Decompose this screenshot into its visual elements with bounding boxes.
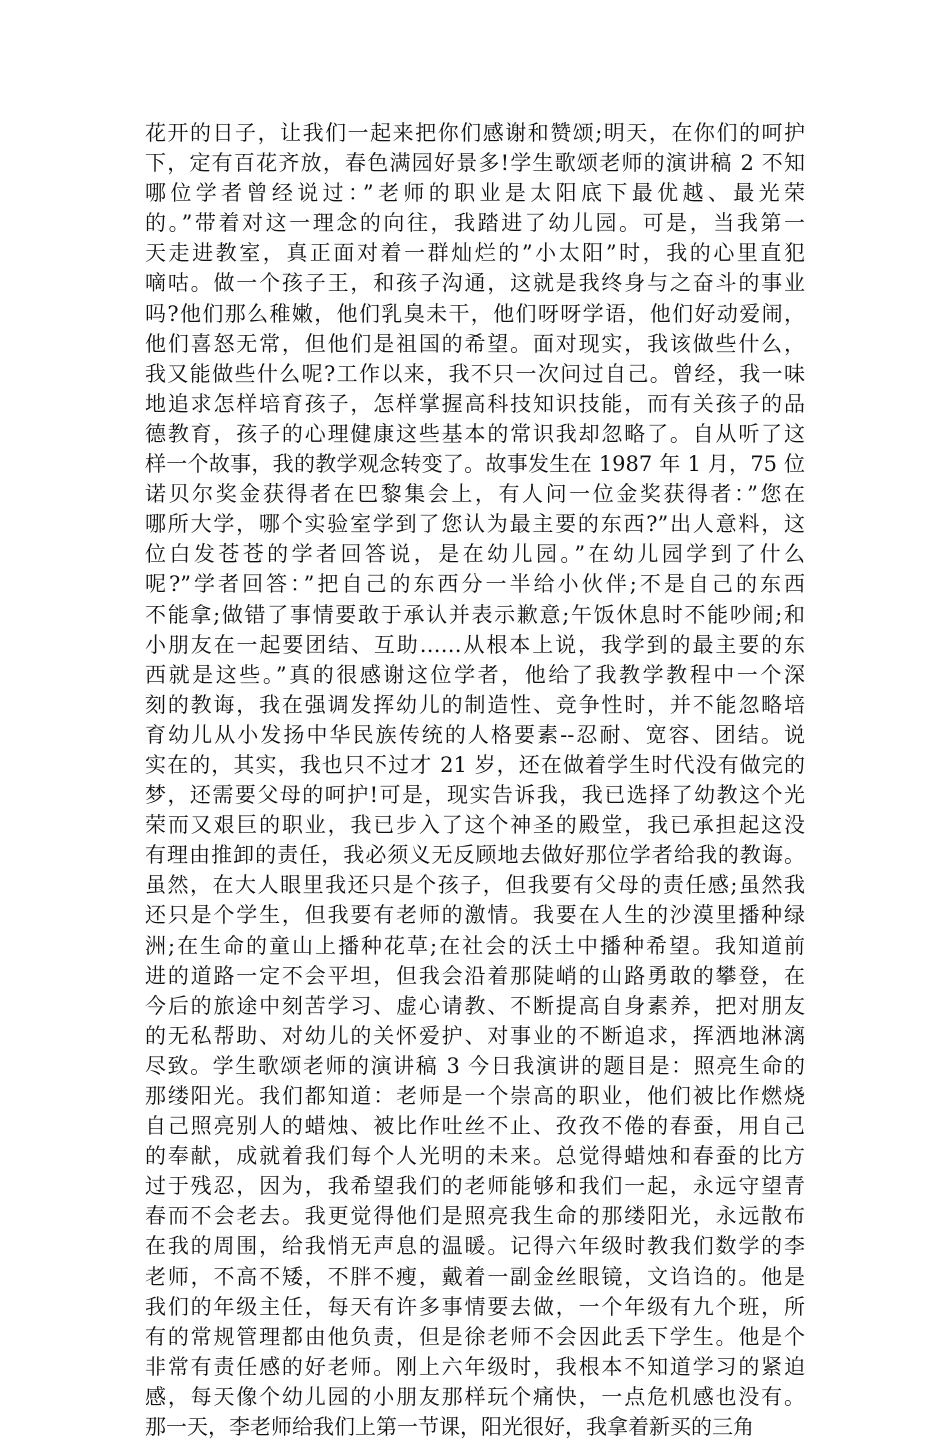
text-line: 尽致。学生歌颂老师的演讲稿 3 今日我演讲的题目是：照亮生命的 xyxy=(145,1053,805,1078)
text-line: 德教育，孩子的心理健康这些基本的常识我却忽略了。自从听了这 xyxy=(145,421,805,446)
text-line: 刻的教诲，我在强调发挥幼儿的制造性、竞争性时，并不能忽略培 xyxy=(145,692,805,717)
text-line: 有的常规管理都由他负责，但是徐老师不会因此丢下学生。他是个 xyxy=(145,1324,805,1349)
text-line: 他们喜怒无常，但他们是祖国的希望。面对现实，我该做些什么， xyxy=(145,331,805,356)
text-line: 实在的，其实，我也只不过才 21 岁，还在做着学生时代没有做完的 xyxy=(145,752,805,777)
text-line: 在我的周围，给我悄无声息的温暖。记得六年级时教我们数学的李 xyxy=(145,1234,805,1259)
text-line: 吗?他们那么稚嫩，他们乳臭未干，他们呀呀学语，他们好动爱闹， xyxy=(145,301,805,326)
text-line: 地追求怎样培育孩子，怎样掌握高科技知识技能，而有关孩子的品 xyxy=(145,391,805,416)
text-line: 虽然，在大人眼里我还只是个孩子，但我要有父母的责任感;虽然我 xyxy=(145,873,805,898)
text-line: 洲;在生命的童山上播种花草;在社会的沃土中播种希望。我知道前 xyxy=(145,933,805,958)
text-line: 老师，不高不矮，不胖不瘦，戴着一副金丝眼镜，文诌诌的。他是 xyxy=(145,1264,805,1289)
text-line: 还只是个学生，但我要有老师的激情。我要在人生的沙漠里播种绿 xyxy=(145,903,805,928)
text-line: 感，每天像个幼儿园的小朋友那样玩个痛快，一点危机感也没有。 xyxy=(145,1384,805,1409)
text-line: 我们的年级主任，每天有许多事情要去做，一个年级有九个班，所 xyxy=(145,1294,805,1319)
text-line: 哪位学者曾经说过：”老师的职业是太阳底下最优越、最光荣 xyxy=(145,181,805,206)
text-line: 过于残忍，因为，我希望我们的老师能够和我们一起，永远守望青 xyxy=(145,1174,805,1199)
text-line: 进的道路一定不会平坦，但我会沿着那陡峭的山路勇敢的攀登，在 xyxy=(145,963,805,988)
text-line: 梦，还需要父母的呵护!可是，现实告诉我，我已选择了幼教这个光 xyxy=(145,783,805,808)
text-line: 的无私帮助、对幼儿的关怀爱护、对事业的不断追求，挥洒地淋漓 xyxy=(145,1023,805,1048)
text-line: 下，定有百花齐放，春色满园好景多!学生歌颂老师的演讲稿 2 不知 xyxy=(145,151,805,176)
text-line: 西就是这些。”真的很感谢这位学者，他给了我教学教程中一个深 xyxy=(145,662,805,687)
body-text xyxy=(145,118,805,1442)
text-line: 花开的日子，让我们一起来把你们感谢和赞颂;明天，在你们的呵护 xyxy=(145,121,805,145)
text-line: 那一天，李老师给我们上第一节课，阳光很好，我拿着新买的三角 xyxy=(145,1415,754,1440)
text-line: 嘀咕。做一个孩子王，和孩子沟通，这就是我终身与之奋斗的事业 xyxy=(145,271,805,296)
text-line: 今后的旅途中刻苦学习、虚心请教、不断提高自身素养，把对朋友 xyxy=(145,993,805,1018)
text-line: 小朋友在一起要团结、互助……从根本上说，我学到的最主要的东 xyxy=(145,632,805,657)
text-line: 天走进教室，真正面对着一群灿烂的”小太阳”时，我的心里直犯 xyxy=(145,241,805,266)
text-line: 春而不会老去。我更觉得他们是照亮我生命的那缕阳光，永远散布 xyxy=(145,1204,805,1229)
text-line: 的奉献，成就着我们每个人光明的未来。总觉得蜡烛和春蚕的比方 xyxy=(145,1144,805,1169)
text-line: 呢?”学者回答：”把自己的东西分一半给小伙伴;不是自己的东西 xyxy=(145,572,805,597)
text-line: 样一个故事，我的教学观念转变了。故事发生在 1987 年 1 月，75 位 xyxy=(145,452,805,477)
text-line: 那缕阳光。我们都知道：老师是一个崇高的职业，他们被比作燃烧 xyxy=(145,1084,805,1108)
text-line: 我又能做些什么呢?工作以来，我不只一次问过自己。曾经，我一味 xyxy=(145,361,805,386)
text-line: 诺贝尔奖金获得者在巴黎集会上，有人问一位金奖获得者：”您在 xyxy=(145,482,805,507)
text-line: 哪所大学，哪个实验室学到了您认为最主要的东西?”出人意料，这 xyxy=(145,512,805,537)
text-line: 育幼儿从小发扬中华民族传统的人格要素--忍耐、宽容、团结。说 xyxy=(145,722,805,747)
text-line: 位白发苍苍的学者回答说，是在幼儿园。”在幼儿园学到了什么 xyxy=(145,542,805,567)
text-line: 有理由推卸的责任，我必须义无反顾地去做好那位学者给我的教诲。 xyxy=(145,843,805,868)
text-line: 荣而又艰巨的职业，我已步入了这个神圣的殿堂，我已承担起这没 xyxy=(145,813,805,838)
text-line: 的。”带着对这一理念的向往，我踏进了幼儿园。可是，当我第一 xyxy=(145,211,805,236)
text-line: 非常有责任感的好老师。刚上六年级时，我根本不知道学习的紧迫 xyxy=(145,1354,805,1379)
text-line: 自己照亮别人的蜡烛、被比作吐丝不止、孜孜不倦的春蚕，用自己 xyxy=(145,1114,805,1139)
text-line: 不能拿;做错了事情要敢于承认并表示歉意;午饭休息时不能吵闹;和 xyxy=(145,602,805,627)
